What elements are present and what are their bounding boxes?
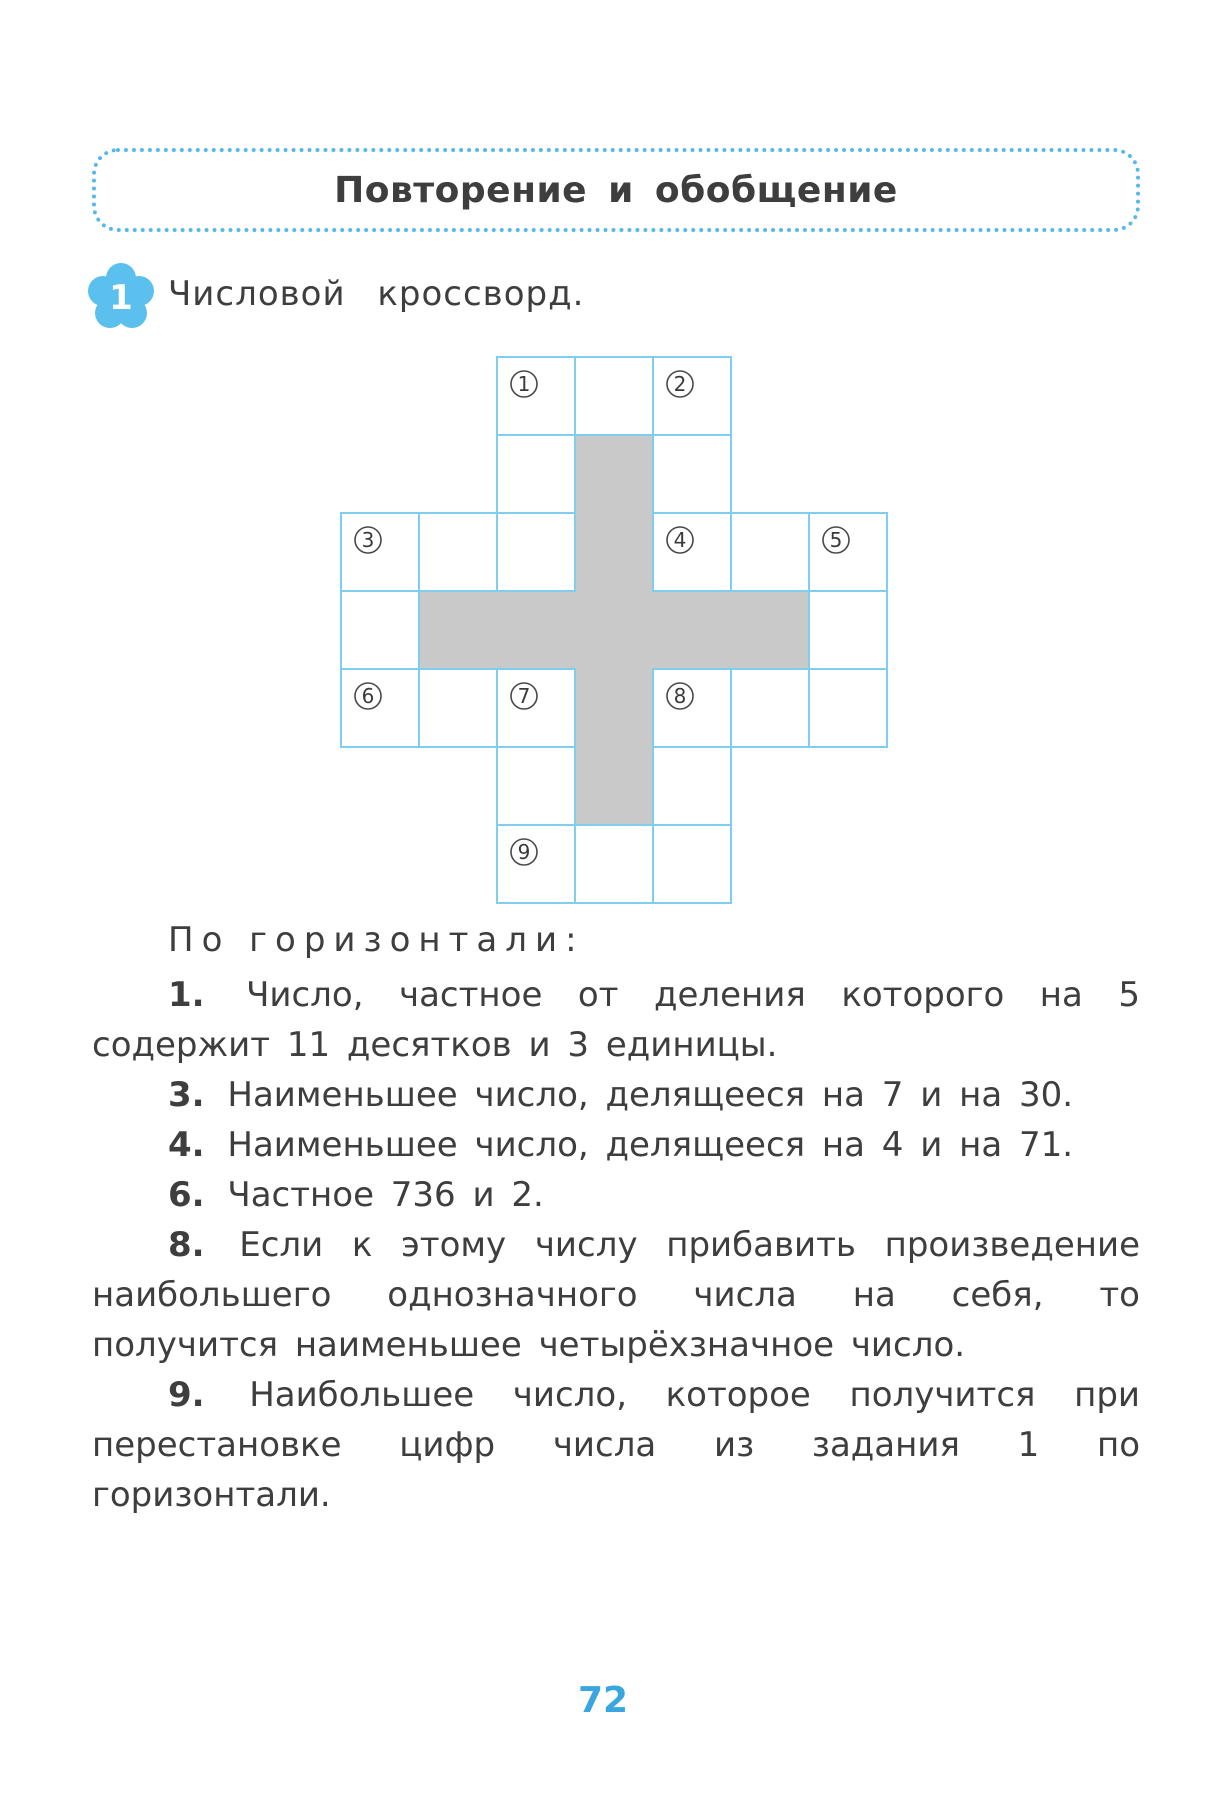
cell-number-1: 1 <box>517 372 531 396</box>
clue-number: 4. <box>168 1125 205 1165</box>
task-title: Числовой кроссворд. <box>168 274 585 314</box>
cell-number-3: 3 <box>361 528 375 552</box>
clue-item <box>92 1220 1140 1370</box>
page-number: 72 <box>577 1680 629 1721</box>
cell-number-7: 7 <box>517 684 531 708</box>
clue-text: Наименьшее число, делящееся на 4 и на 71. <box>227 1125 1074 1165</box>
clue-item <box>92 1070 1140 1120</box>
crossword-cell <box>341 591 419 669</box>
crossword-cell <box>341 669 419 747</box>
crossword-cell <box>575 357 653 435</box>
crossword-cell <box>809 513 887 591</box>
crossword-cell <box>653 669 731 747</box>
crossword-cell <box>497 669 575 747</box>
cell-number-6: 6 <box>361 684 375 708</box>
crossword-cell <box>731 513 809 591</box>
crossword-cell <box>497 513 575 591</box>
crossword-cell <box>497 357 575 435</box>
section-title: Повторение и обобщение <box>334 170 898 211</box>
clue-item <box>92 970 1140 1070</box>
task-number-flower-icon <box>86 262 156 332</box>
clue-number: 3. <box>168 1075 205 1115</box>
clue-text: Число, частное от деления которого на 5 содержит 11 десятков и 3 единицы. <box>92 975 1140 1065</box>
cell-number-8: 8 <box>673 684 687 708</box>
task-number: 1 <box>109 278 133 318</box>
clues-list <box>92 970 1140 1520</box>
crossword-cell <box>419 513 497 591</box>
clue-number: 1. <box>168 975 205 1015</box>
clue-text: Частное 736 и 2. <box>227 1175 544 1215</box>
cell-number-2: 2 <box>673 372 687 396</box>
cell-number-5: 5 <box>829 528 843 552</box>
crossword-grid <box>340 356 890 906</box>
crossword-cell <box>497 825 575 903</box>
plus-sign-shading <box>420 436 808 824</box>
clue-item <box>92 1170 1140 1220</box>
crossword-cell <box>653 435 731 513</box>
crossword-cell <box>575 825 653 903</box>
cell-number-4: 4 <box>673 528 687 552</box>
crossword-cell <box>419 669 497 747</box>
crossword-cell <box>497 435 575 513</box>
crossword-cell <box>731 669 809 747</box>
crossword-cell <box>653 747 731 825</box>
plus-horizontal-bar <box>420 592 808 668</box>
clue-text: Наименьшее число, делящееся на 7 и на 30. <box>227 1075 1074 1115</box>
clues-heading: По горизонтали: <box>168 920 585 960</box>
section-banner <box>92 148 1140 232</box>
crossword-cell <box>809 591 887 669</box>
clue-item <box>92 1120 1140 1170</box>
clue-number: 8. <box>168 1225 205 1265</box>
crossword-cell <box>497 747 575 825</box>
clue-text: Если к этому числу прибавить произведение наибольшего однозначного числа на себя, то получится наименьшее четырёхзначное число. <box>92 1225 1140 1365</box>
clue-number: 6. <box>168 1175 205 1215</box>
clue-number: 9. <box>168 1375 205 1415</box>
crossword-cell <box>653 513 731 591</box>
clue-text: Наибольшее число, которое получится при перестановке цифр числа из задания 1 по горизонтали. <box>92 1375 1140 1515</box>
crossword-cell <box>341 513 419 591</box>
crossword-cell <box>809 669 887 747</box>
cell-number-9: 9 <box>517 840 531 864</box>
crossword-cell <box>653 825 731 903</box>
crossword-cell <box>653 357 731 435</box>
clue-item <box>92 1370 1140 1520</box>
